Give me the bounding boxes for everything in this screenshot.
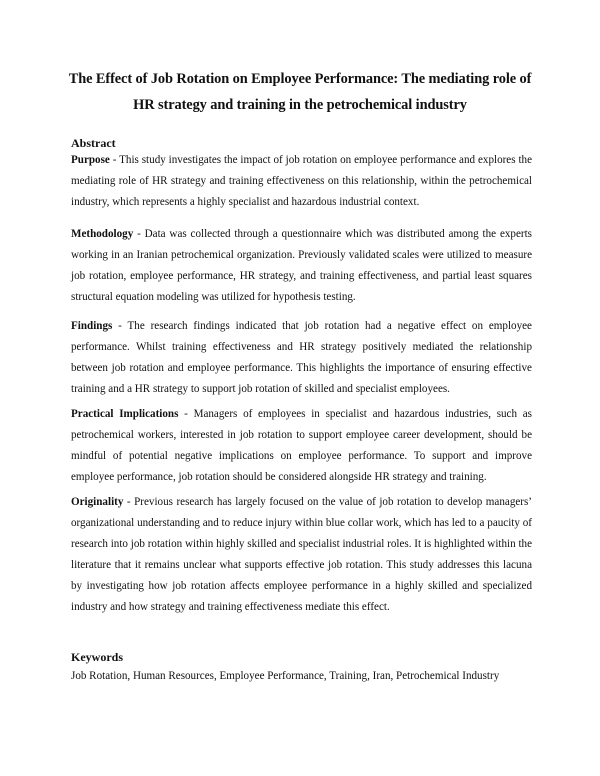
findings-separator: - — [112, 320, 128, 332]
practical-implications-separator: - — [178, 408, 194, 420]
methodology-text: Data was collected through a questionnaire which was distributed among the experts working in an Iranian petrochemical organization. Previously validated scales were utilized to measure job rotation, employee performance, HR strategy, and training effectiveness, and partial least squares structural equation modeling was utilized for hypothesis testing. — [71, 228, 532, 303]
purpose-separator: - — [109, 154, 120, 166]
findings-paragraph — [71, 316, 532, 400]
purpose-paragraph — [71, 150, 532, 213]
paper-title: The Effect of Job Rotation on Employee Performance: The mediating role of HR strategy and training in the petrochemical industry — [68, 71, 532, 113]
practical-implications-paragraph — [71, 404, 532, 488]
originality-text: Previous research has largely focused on the value of job rotation to develop managers’ organizational understanding and to reduce injury within blue collar work, which has led to a paucity of research into job rotation within highly skilled and specialist industrial roles. It is highlighted within the literature that it remains unclear what supports effective job rotation. This study addresses this lacuna by investigating how job rotation affects employee performance in a highly skilled and specialized industry and how strategy and training effectiveness mediate this effect. — [71, 496, 532, 613]
originality-paragraph — [71, 492, 532, 618]
methodology-lead: Methodology — [71, 228, 134, 240]
practical-implications-text: Managers of employees in specialist and hazardous industries, such as petrochemical workers, interested in job rotation to support employee career development, should be mindful of potential negative implications on employee performance. To support and improve employee performance, job rotation should be considered alongside HR strategy and training. — [71, 408, 533, 483]
purpose-text: This study investigates the impact of job rotation on employee performance and explores the mediating role of HR strategy and training effectiveness on this relationship, within the petrochemical industry, which represents a highly specialist and hazardous industrial context. — [71, 154, 532, 208]
findings-text: The research findings indicated that job rotation had a negative effect on employee performance. Whilst training effectiveness and HR strategy positively mediated the relationship between job rotation and employee performance. This highlights the importance of ensuring effective training and a HR strategy to support job rotation of skilled and specialist employees. — [71, 320, 532, 395]
methodology-paragraph — [71, 224, 532, 308]
purpose-lead: Purpose — [71, 154, 110, 166]
practical-implications-lead: Practical Implications — [71, 408, 179, 420]
methodology-separator: - — [133, 228, 145, 240]
keywords-heading: Keywords — [71, 650, 123, 664]
keywords-text: Job Rotation, Human Resources, Employee Performance, Training, Iran, Petrochemical Industry — [71, 670, 500, 682]
findings-lead: Findings — [71, 320, 113, 332]
originality-separator: - — [123, 496, 135, 508]
abstract-heading: Abstract — [71, 136, 116, 150]
originality-lead: Originality — [71, 496, 124, 508]
